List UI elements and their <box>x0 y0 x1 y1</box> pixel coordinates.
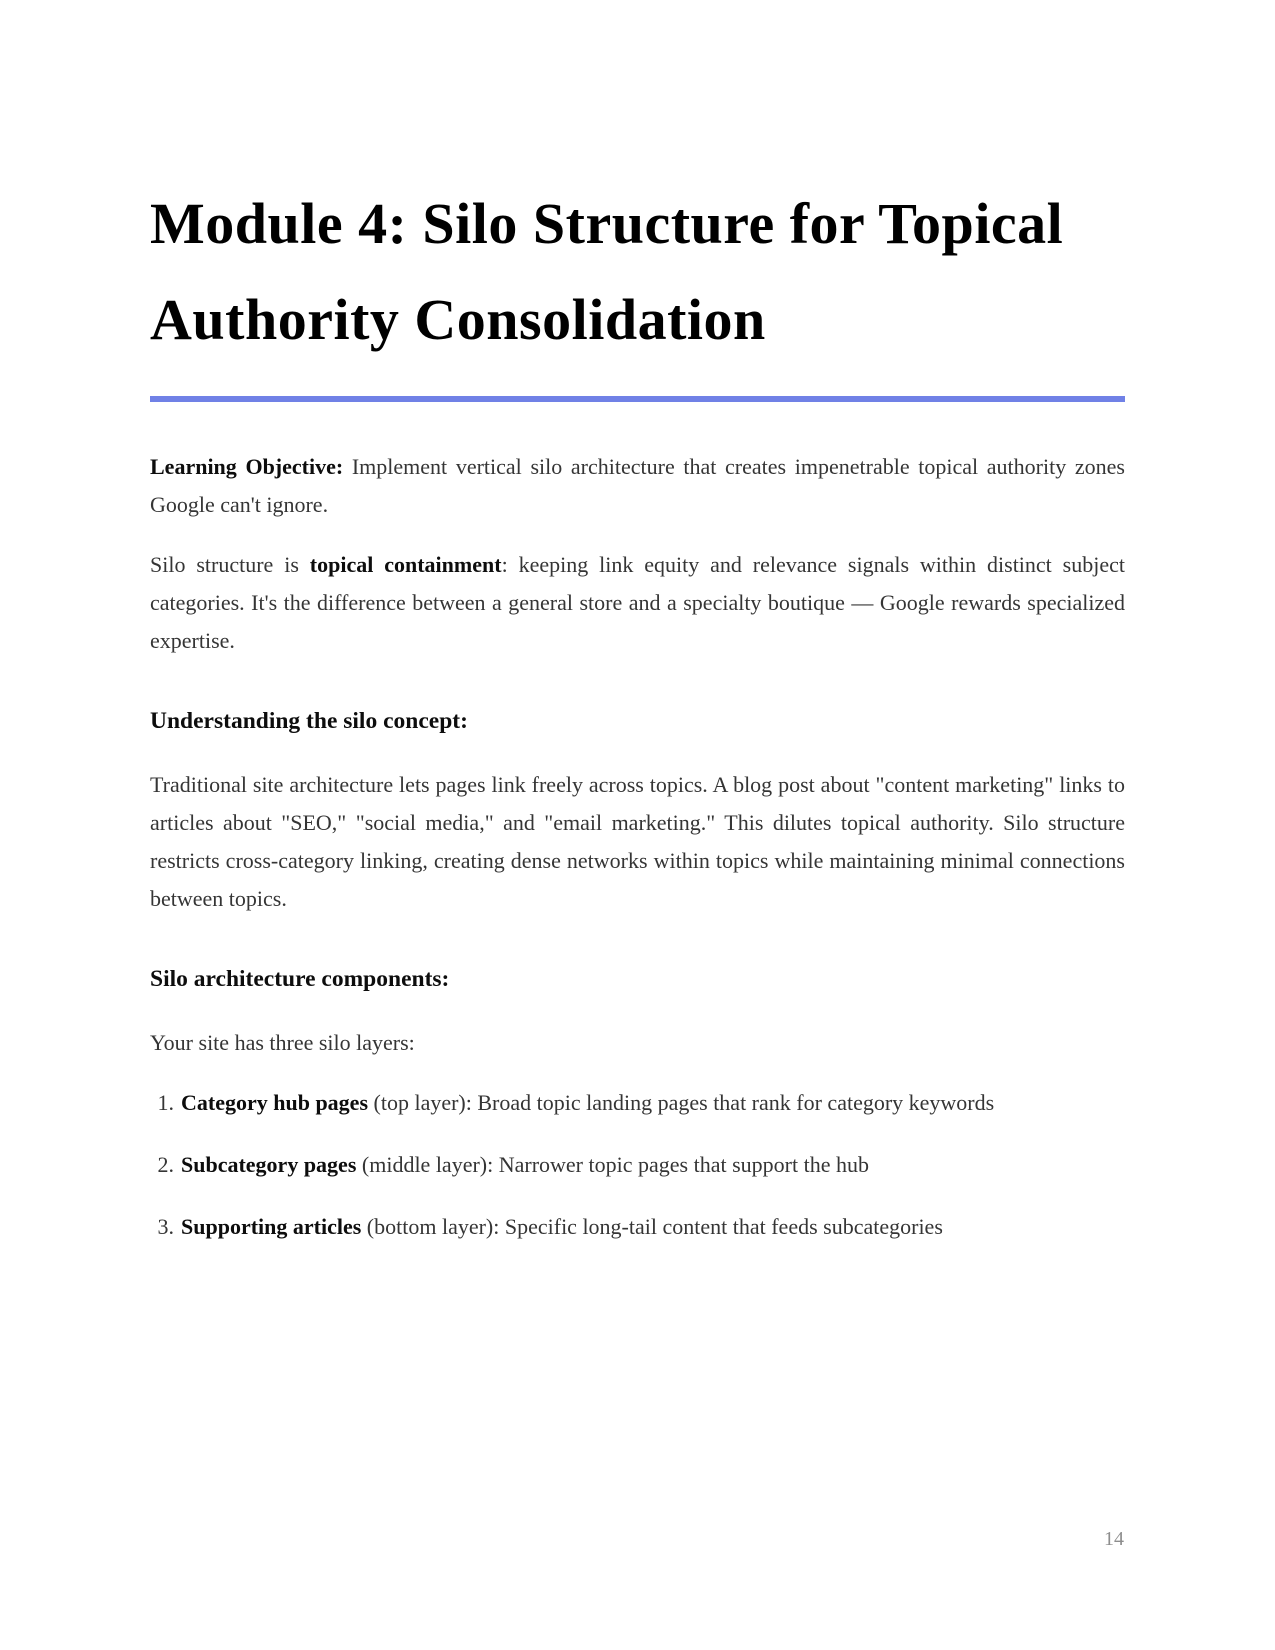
list-item-supporting-articles <box>150 1208 1125 1246</box>
list-item-number: 3. <box>157 1214 174 1239</box>
list-item-subcategory <box>150 1146 1125 1184</box>
list-item-term: Category hub pages <box>181 1090 369 1115</box>
list-item-description: (bottom layer): Specific long-tail content that feeds subcategories <box>361 1214 943 1239</box>
learning-objective-label: Learning Objective: <box>150 454 344 479</box>
learning-objective-text: Implement vertical silo architecture that creates impenetrable topical authority zones Google can't ignore. <box>150 454 1125 517</box>
understanding-paragraph: Traditional site architecture lets pages link freely across topics. A blog post about "content marketing" links to articles about "SEO," "social media," and "email marketing." This dilutes topical authority. Silo structure restricts cross-category linking, creating dense networks within topics while maintaining minimal connections between topics. <box>150 772 1125 911</box>
silo-definition-emphasis: topical containment <box>309 552 502 577</box>
silo-definition-paragraph <box>150 546 1125 660</box>
list-item-term: Subcategory pages <box>181 1152 357 1177</box>
document-body <box>150 0 1125 1270</box>
document-title: Module 4: Silo Structure for Topical Authority Consolidation <box>150 191 1064 352</box>
components-heading: Silo architecture components: <box>150 966 450 992</box>
learning-objective-paragraph <box>150 448 1125 524</box>
list-item-number: 2. <box>157 1152 174 1177</box>
silo-definition-pre: Silo structure is <box>150 552 310 577</box>
list-item-category-hub <box>150 1084 1125 1122</box>
list-item-number: 1. <box>157 1090 174 1115</box>
understanding-heading: Understanding the silo concept: <box>150 708 468 734</box>
list-item-description: (middle layer): Narrower topic pages that support the hub <box>356 1152 869 1177</box>
list-item-term: Supporting articles <box>181 1214 362 1239</box>
page-number: 14 <box>1104 1528 1124 1550</box>
list-item-description: (top layer): Broad topic landing pages that rank for category keywords <box>368 1090 995 1115</box>
silo-layers-list <box>150 1084 1125 1246</box>
title-divider <box>150 396 1125 402</box>
components-lead: Your site has three silo layers: <box>150 1030 415 1055</box>
silo-definition-post: : keeping link equity and relevance signals within distinct subject categories. It's the difference between a general store and a specialty boutique — Google rewards specialized expertise. <box>150 552 1125 653</box>
